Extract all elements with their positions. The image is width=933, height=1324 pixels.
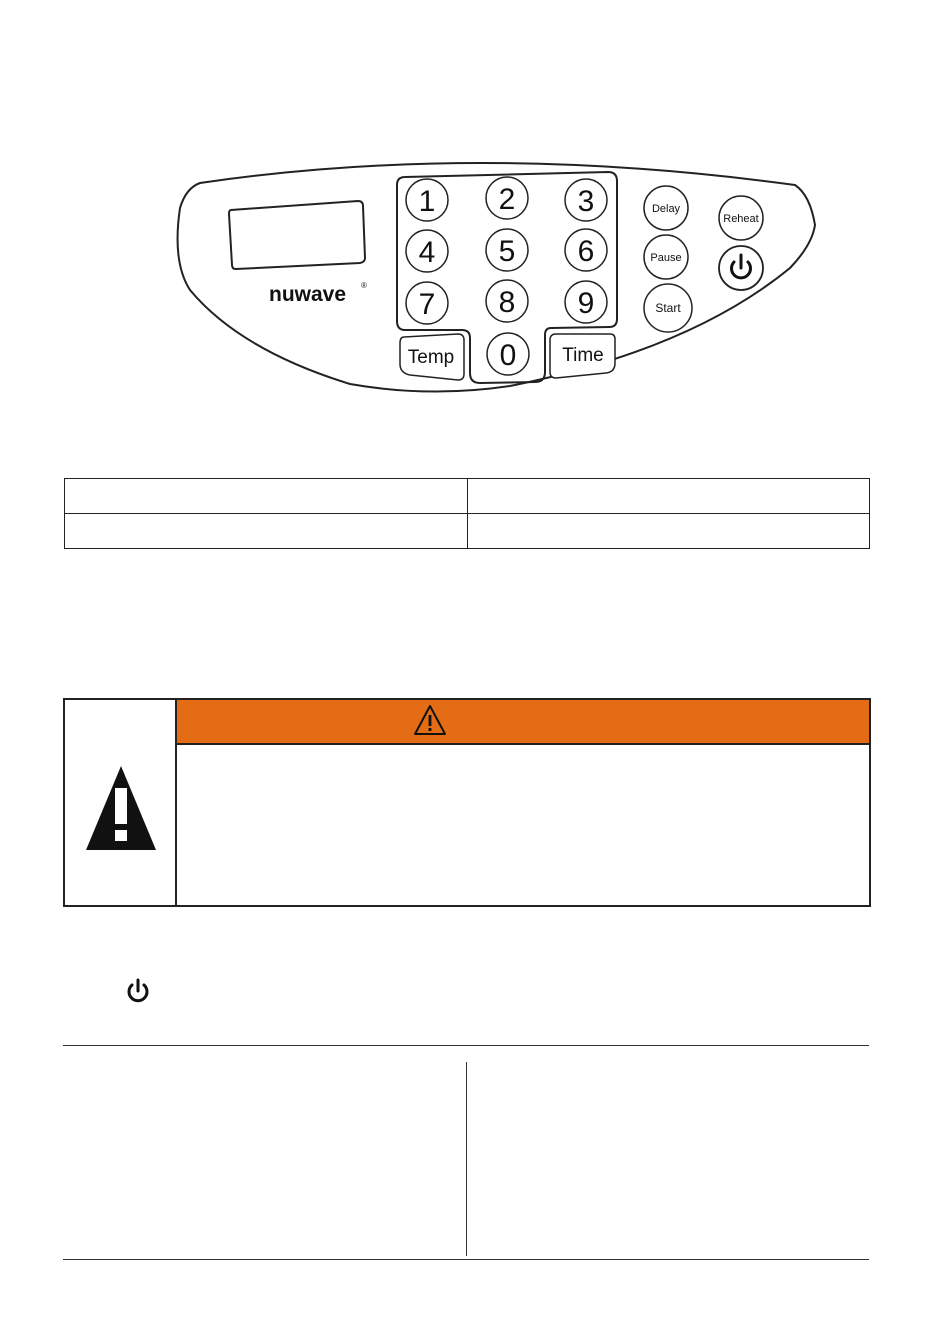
table-row bbox=[65, 479, 870, 514]
table-row bbox=[65, 514, 870, 549]
start-button[interactable] bbox=[644, 284, 692, 332]
table-cell bbox=[467, 479, 870, 514]
svg-text:7: 7 bbox=[418, 288, 436, 321]
column-divider bbox=[466, 1062, 467, 1256]
warning-header bbox=[177, 700, 869, 745]
power-button[interactable] bbox=[719, 246, 763, 290]
reheat-button[interactable] bbox=[719, 196, 763, 240]
pause-button[interactable] bbox=[644, 235, 688, 279]
key-3[interactable] bbox=[565, 179, 607, 221]
section-divider bbox=[63, 1045, 869, 1046]
key-0[interactable] bbox=[487, 333, 529, 375]
key-6[interactable] bbox=[565, 229, 607, 271]
table-cell bbox=[65, 514, 468, 549]
svg-text:4: 4 bbox=[418, 236, 436, 269]
svg-text:2: 2 bbox=[498, 183, 516, 216]
delay-button[interactable] bbox=[644, 186, 688, 230]
svg-text:1: 1 bbox=[418, 185, 436, 218]
key-8[interactable] bbox=[486, 280, 528, 322]
brand-mark: ® bbox=[361, 281, 367, 290]
svg-text:Pause: Pause bbox=[650, 252, 682, 264]
svg-text:Start: Start bbox=[655, 301, 681, 315]
temp-button[interactable] bbox=[400, 334, 464, 380]
key-4[interactable] bbox=[406, 230, 448, 272]
svg-text:Delay: Delay bbox=[651, 203, 681, 215]
svg-text:8: 8 bbox=[498, 286, 516, 319]
svg-text:6: 6 bbox=[577, 235, 595, 268]
warning-triangle-icon bbox=[413, 704, 447, 736]
section-divider bbox=[63, 1259, 869, 1260]
warning-box bbox=[63, 698, 871, 907]
table-cell bbox=[467, 514, 870, 549]
svg-text:Temp: Temp bbox=[407, 347, 455, 368]
svg-text:9: 9 bbox=[577, 287, 595, 320]
time-button[interactable] bbox=[550, 334, 615, 378]
brand-logo: nuwave bbox=[269, 283, 347, 306]
control-panel-illustration bbox=[0, 0, 933, 440]
key-7[interactable] bbox=[406, 282, 448, 324]
svg-text:5: 5 bbox=[498, 235, 516, 268]
key-5[interactable] bbox=[486, 229, 528, 271]
table-cell bbox=[65, 479, 468, 514]
key-9[interactable] bbox=[565, 281, 607, 323]
svg-text:Time: Time bbox=[562, 345, 604, 366]
svg-text:0: 0 bbox=[499, 339, 517, 372]
exclamation-triangle-icon bbox=[84, 764, 158, 854]
warning-icon-column bbox=[65, 700, 177, 905]
empty-table bbox=[64, 478, 870, 549]
svg-text:3: 3 bbox=[577, 185, 595, 218]
svg-text:Reheat: Reheat bbox=[723, 213, 759, 225]
key-2[interactable] bbox=[486, 177, 528, 219]
power-icon bbox=[124, 977, 152, 1005]
key-1[interactable] bbox=[406, 179, 448, 221]
